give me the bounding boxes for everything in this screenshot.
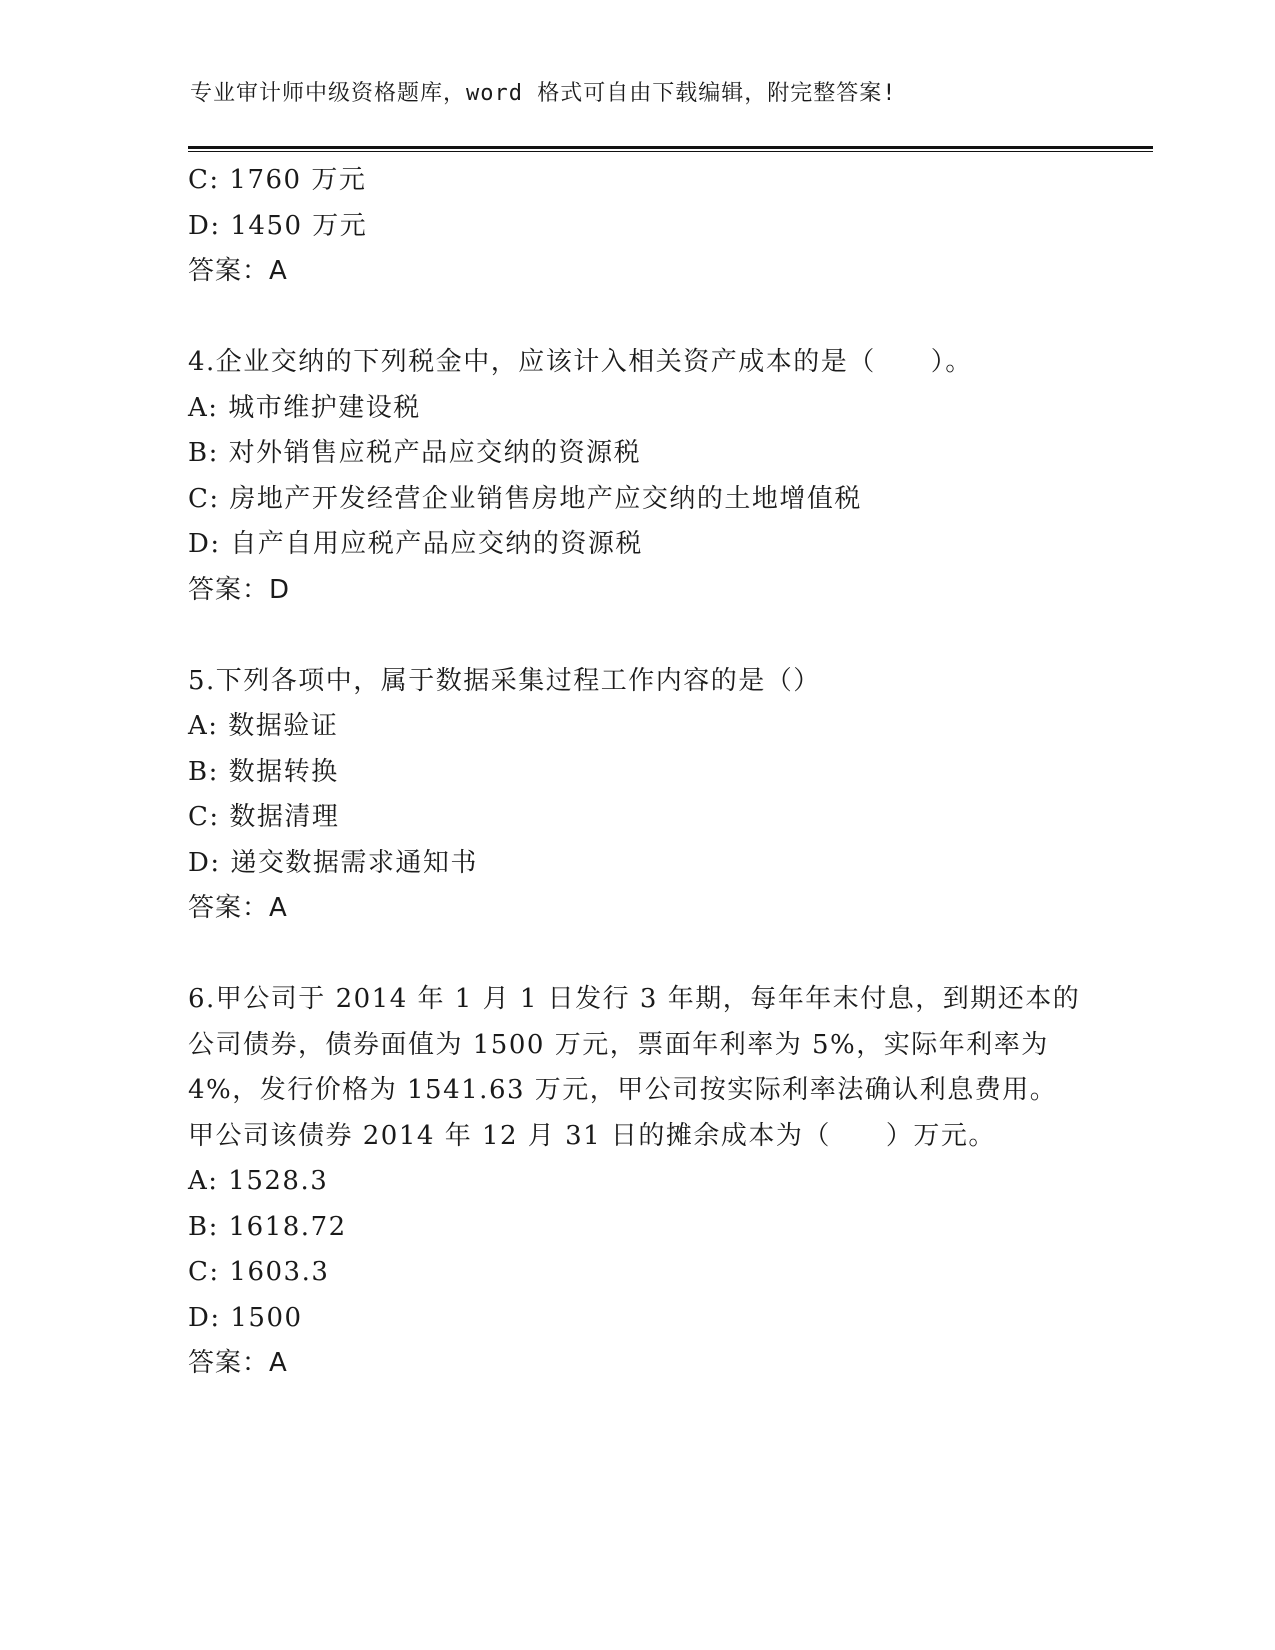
answer-line: 答案：D (188, 574, 291, 605)
question-content (188, 158, 1088, 1387)
answer-line: 答案：A (188, 256, 288, 286)
option-line: A: 1528.3 (188, 1166, 329, 1196)
spacer (188, 932, 1088, 978)
option-line: D: 1500 (188, 1302, 303, 1333)
question-stem-line: 6.甲公司于 2014 年 1 月 1 日发行 3 年期，每年年末付息，到期还本的 (188, 984, 1081, 1014)
header-rule-thick (188, 146, 1153, 149)
question-block (188, 340, 1088, 613)
spacer (188, 613, 1088, 659)
option-line: D: 自产自用应税产品应交纳的资源税 (188, 529, 643, 559)
question-stem-line: 4%，发行价格为 1541.63 万元，甲公司按实际利率法确认利息费用。 (188, 1075, 1058, 1105)
option-line: C: 1760 万元 (188, 165, 367, 195)
option-line: B: 1618.72 (188, 1211, 347, 1242)
option-line: D: 1450 万元 (188, 210, 368, 241)
question-stem-line: 甲公司该债券 2014 年 12 月 31 日的摊余成本为（ ）万元。 (188, 1120, 996, 1151)
option-line: B: 对外销售应税产品应交纳的资源税 (188, 438, 642, 468)
answer-line: 答案：A (188, 1348, 288, 1378)
option-line: C: 房地产开发经营企业销售房地产应交纳的土地增值税 (188, 483, 862, 514)
question-block (188, 659, 1088, 932)
spacer (188, 295, 1088, 341)
option-line: D: 递交数据需求通知书 (188, 847, 478, 878)
option-line: A: 城市维护建设税 (188, 392, 421, 423)
option-line: C: 数据清理 (188, 802, 340, 832)
question-stem: 5.下列各项中，属于数据采集过程工作内容的是（） (188, 665, 821, 696)
question-stem-line: 公司债券，债券面值为 1500 万元，票面年利率为 5%，实际年利率为 (188, 1029, 1049, 1060)
question-block (188, 977, 1088, 1387)
question-stem: 4.企业交纳的下列税金中，应该计入相关资产成本的是（ ）。 (188, 347, 973, 377)
prev-question-block (188, 158, 1088, 295)
option-line: B: 数据转换 (188, 756, 339, 787)
option-line: A: 数据验证 (188, 711, 339, 741)
answer-line: 答案：A (188, 893, 288, 923)
option-line: C: 1603.3 (188, 1257, 330, 1287)
header-rule-thin (188, 151, 1153, 152)
page-header: 专业审计师中级资格题库，word 格式可自由下载编辑，附完整答案! (190, 81, 897, 106)
